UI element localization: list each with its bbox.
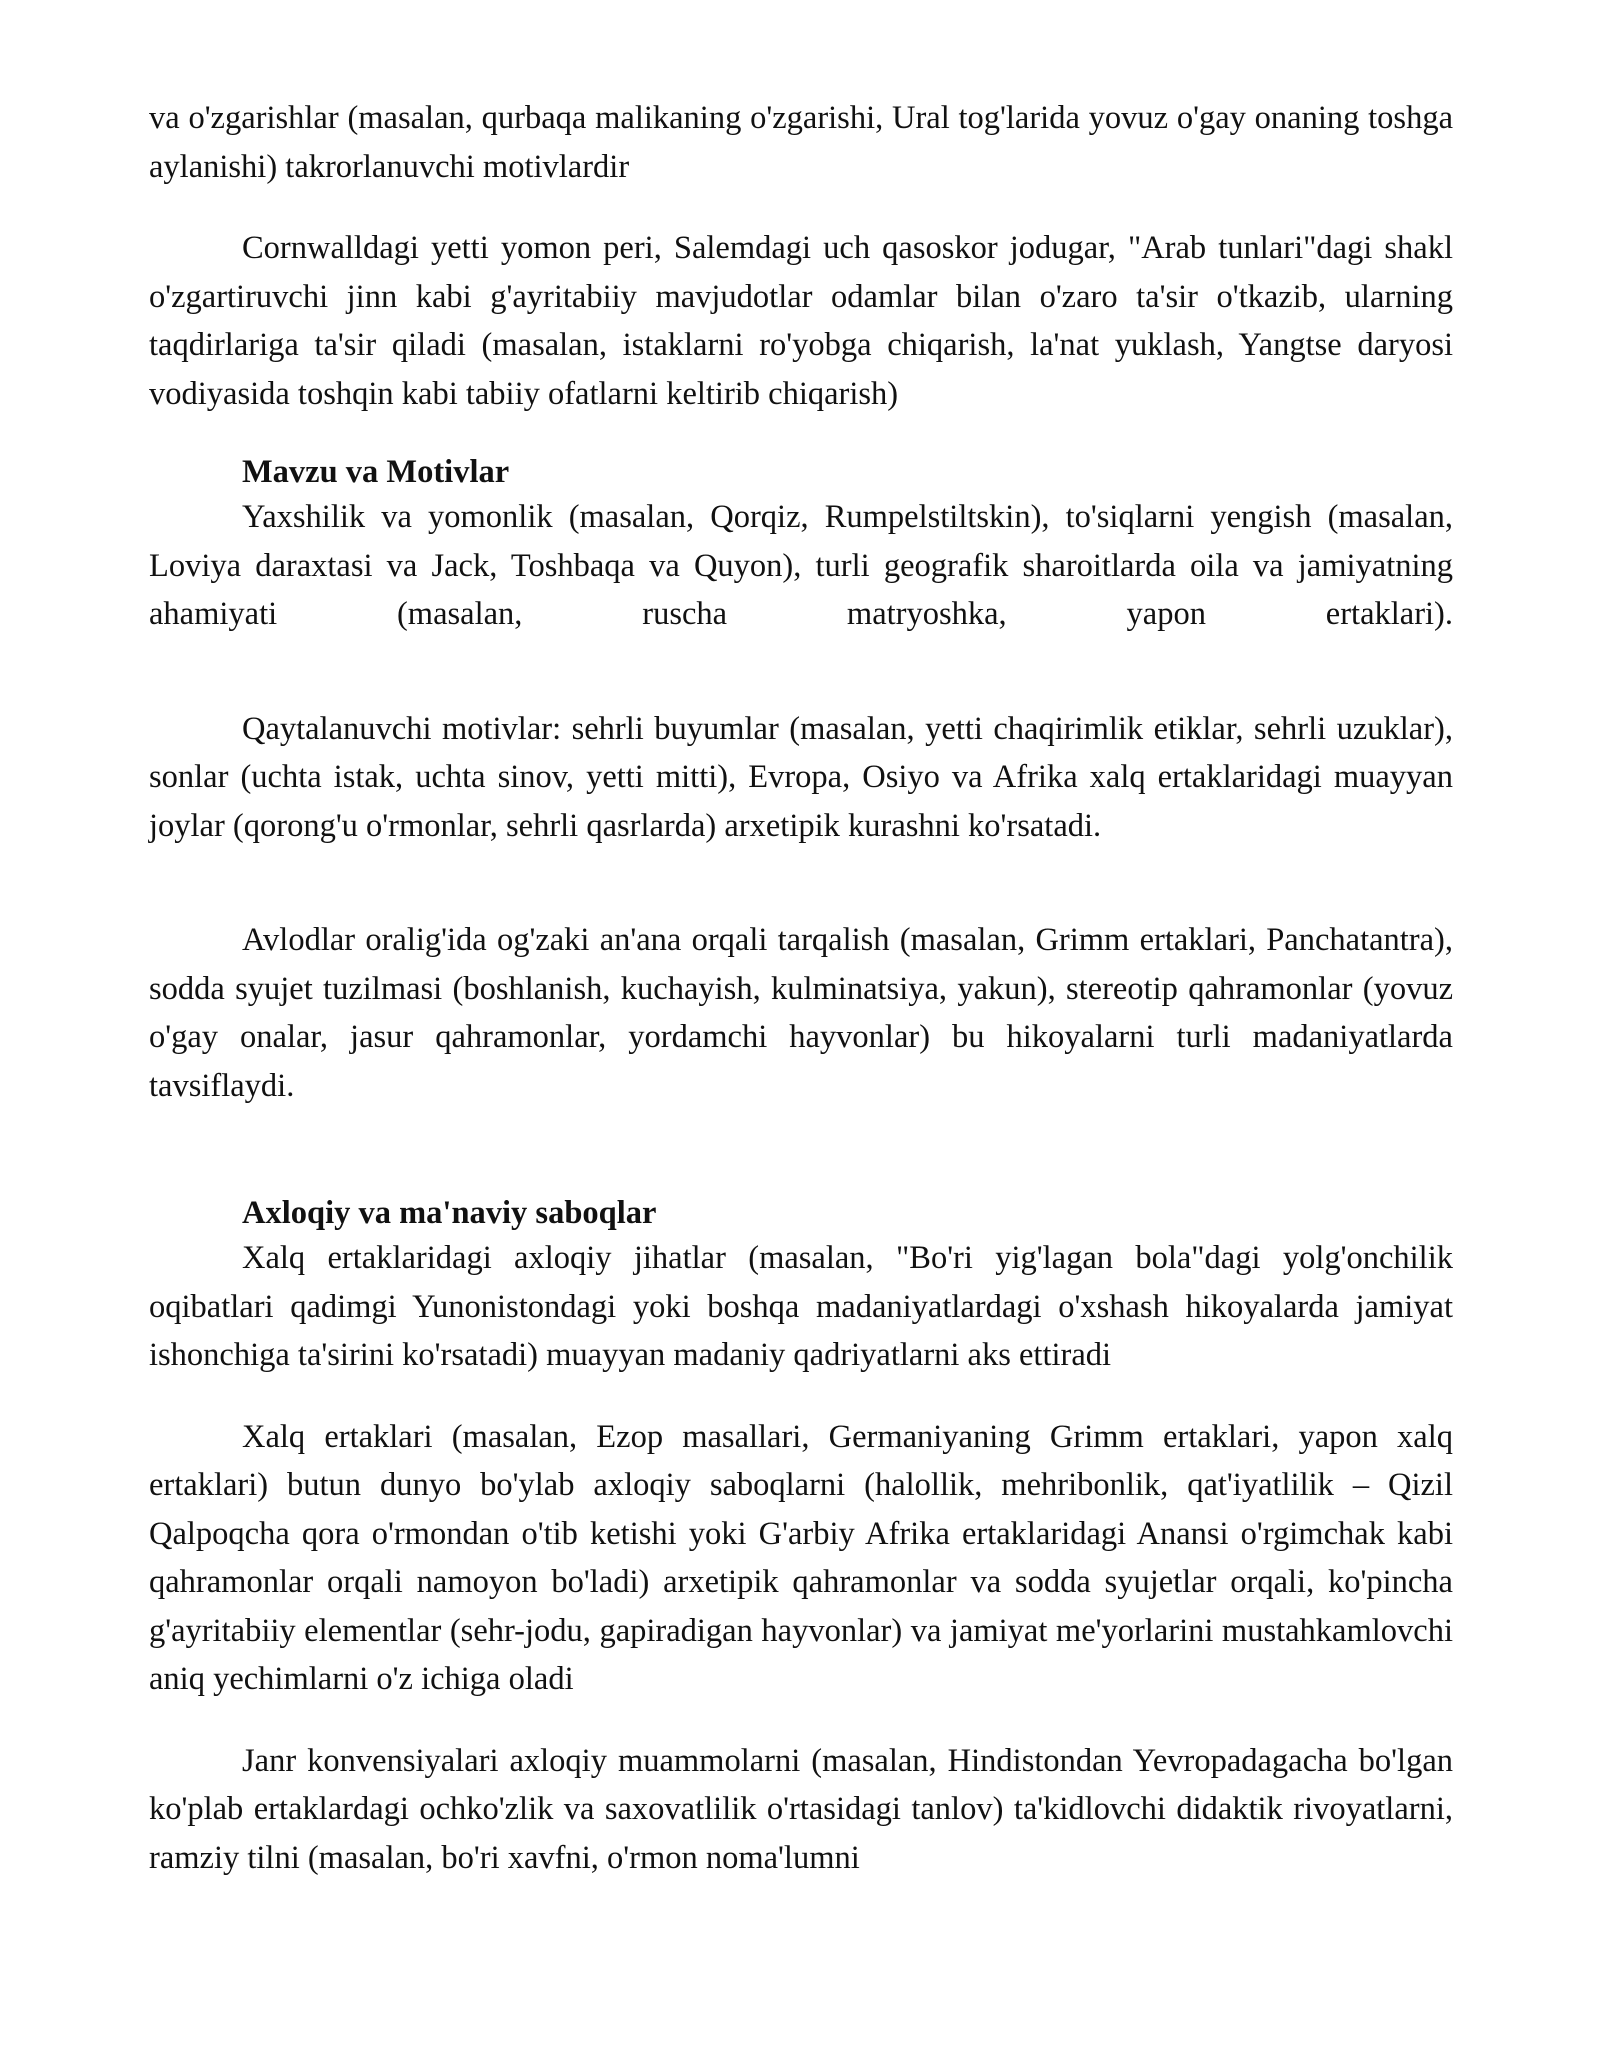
spacer: [149, 191, 1453, 224]
heading-themes-motifs: Mavzu va Motivlar: [242, 454, 510, 490]
spacer: [149, 639, 1453, 705]
paragraph-transformations: va o'zgarishlar (masalan, qurbaqa malikaning o'zgarishi, Ural tog'larida yovuz o'gay onaning toshga aylanishi) takrorlanuvchi motivlardir: [149, 100, 1453, 185]
paragraph-moral-aspects: Xalq ertaklaridagi axloqiy jihatlar (masalan, "Bo'ri yig'lagan bola"dagi yolg'onchilik oqibatlari qadimgi Yunonistondagi yoki boshqa madaniyatlardagi o'xshash hikoyalarda jamiyat ishonchiga ta'sirini ko'rsatadi) muayyan madaniy qadriyatlarni aks ettiradi: [149, 1240, 1453, 1373]
heading-moral-lessons: Axloqiy va ma'naviy saboqlar: [242, 1195, 657, 1231]
spacer: [149, 1380, 1453, 1413]
paragraph-recurring-motifs: Qaytalanuvchi motivlar: sehrli buyumlar (masalan, yetti chaqirimlik etiklar, sehrli uzuklar), sonlar (uchta istak, uchta sinov, yetti mitti), Evropa, Osiyo va Afrika xalq ertaklaridagi muayyan joylar (qorong'u o'rmonlar, sehrli qasrlarda) arxetipik kurashni ko'rsatadi.: [149, 710, 1453, 844]
paragraph-genre-conventions: Janr konvensiyalari axloqiy muammolarni (masalan, Hindistondan Yevropadagacha bo'lgan ko'plab ertaklardagi ochko'zlik va saxovatlilik o'rtasidagi tanlov) ta'kidlovchi didaktik rivoyatlarni, ramziy tilni (masalan, bo'ri xavfni, o'rmon noma'lumni: [149, 1742, 1453, 1876]
paragraph-folk-tales-morals: Xalq ertaklari (masalan, Ezop masallari, Germaniyaning Grimm ertaklari, yapon xalq ertaklari) butun dunyo bo'ylab axloqiy saboqlarni (halollik, mehribonlik, qat'iyatlilik – Qizil Qalpoqcha qora o'rmondan o'tib ketishi yoki G'arbiy Afrika ertaklaridagi Anansi o'rgimchak kabi qahramonlar orqali namoyon bo'ladi) arxetipik qahramonlar va sodda syujetlar orqali, ko'pincha g'ayritabiiy elementlar (sehr-jodu, gapiradigan hayvonlar) va jamiyat me'yorlarini mustahkamlovchi aniq yechimlarni o'z ichiga oladi: [149, 1418, 1453, 1697]
spacer: [149, 418, 1453, 451]
paragraph-supernatural-beings: Cornwalldagi yetti yomon peri, Salemdagi uch qasoskor jodugar, "Arab tunlari"dagi shakl o'zgartiruvchi jinn kabi g'ayritabiiy mavjudotlar odamlar bilan o'zaro ta'sir o'tkazib, ularning taqdirlariga ta'sir qiladi (masalan, istaklarni ro'yobga chiqarish, la'nat yuklash, Yangtse daryosi vodiyasida toshqin kabi tabiiy ofatlarni keltirib chiqarish): [149, 230, 1453, 412]
paragraph-good-and-evil: Yaxshilik va yomonlik (masalan, Qorqiz, Rumpelstiltskin), to'siqlarni yengish (masalan, Loviya daraxtasi va Jack, Toshbaqa va Quyon), turli geografik sharoitlarda oila va jamiyatning ahamiyati (masalan, ruscha matryoshka, yapon ertaklari).: [149, 499, 1453, 632]
document-page: [149, 94, 1453, 1882]
spacer: [149, 1704, 1453, 1737]
paragraph-oral-tradition: Avlodlar oralig'ida og'zaki an'ana orqali tarqalish (masalan, Grimm ertaklari, Panchatantra), sodda syujet tuzilmasi (boshlanish, kuchayish, kulminatsiya, yakun), stereotip qahramonlar (yovuz o'gay onalar, jasur qahramonlar, yordamchi hayvonlar) bu hikoyalarni turli madaniyatlarda tavsiflaydi.: [149, 922, 1453, 1104]
spacer: [149, 850, 1453, 916]
spacer: [149, 1110, 1453, 1192]
